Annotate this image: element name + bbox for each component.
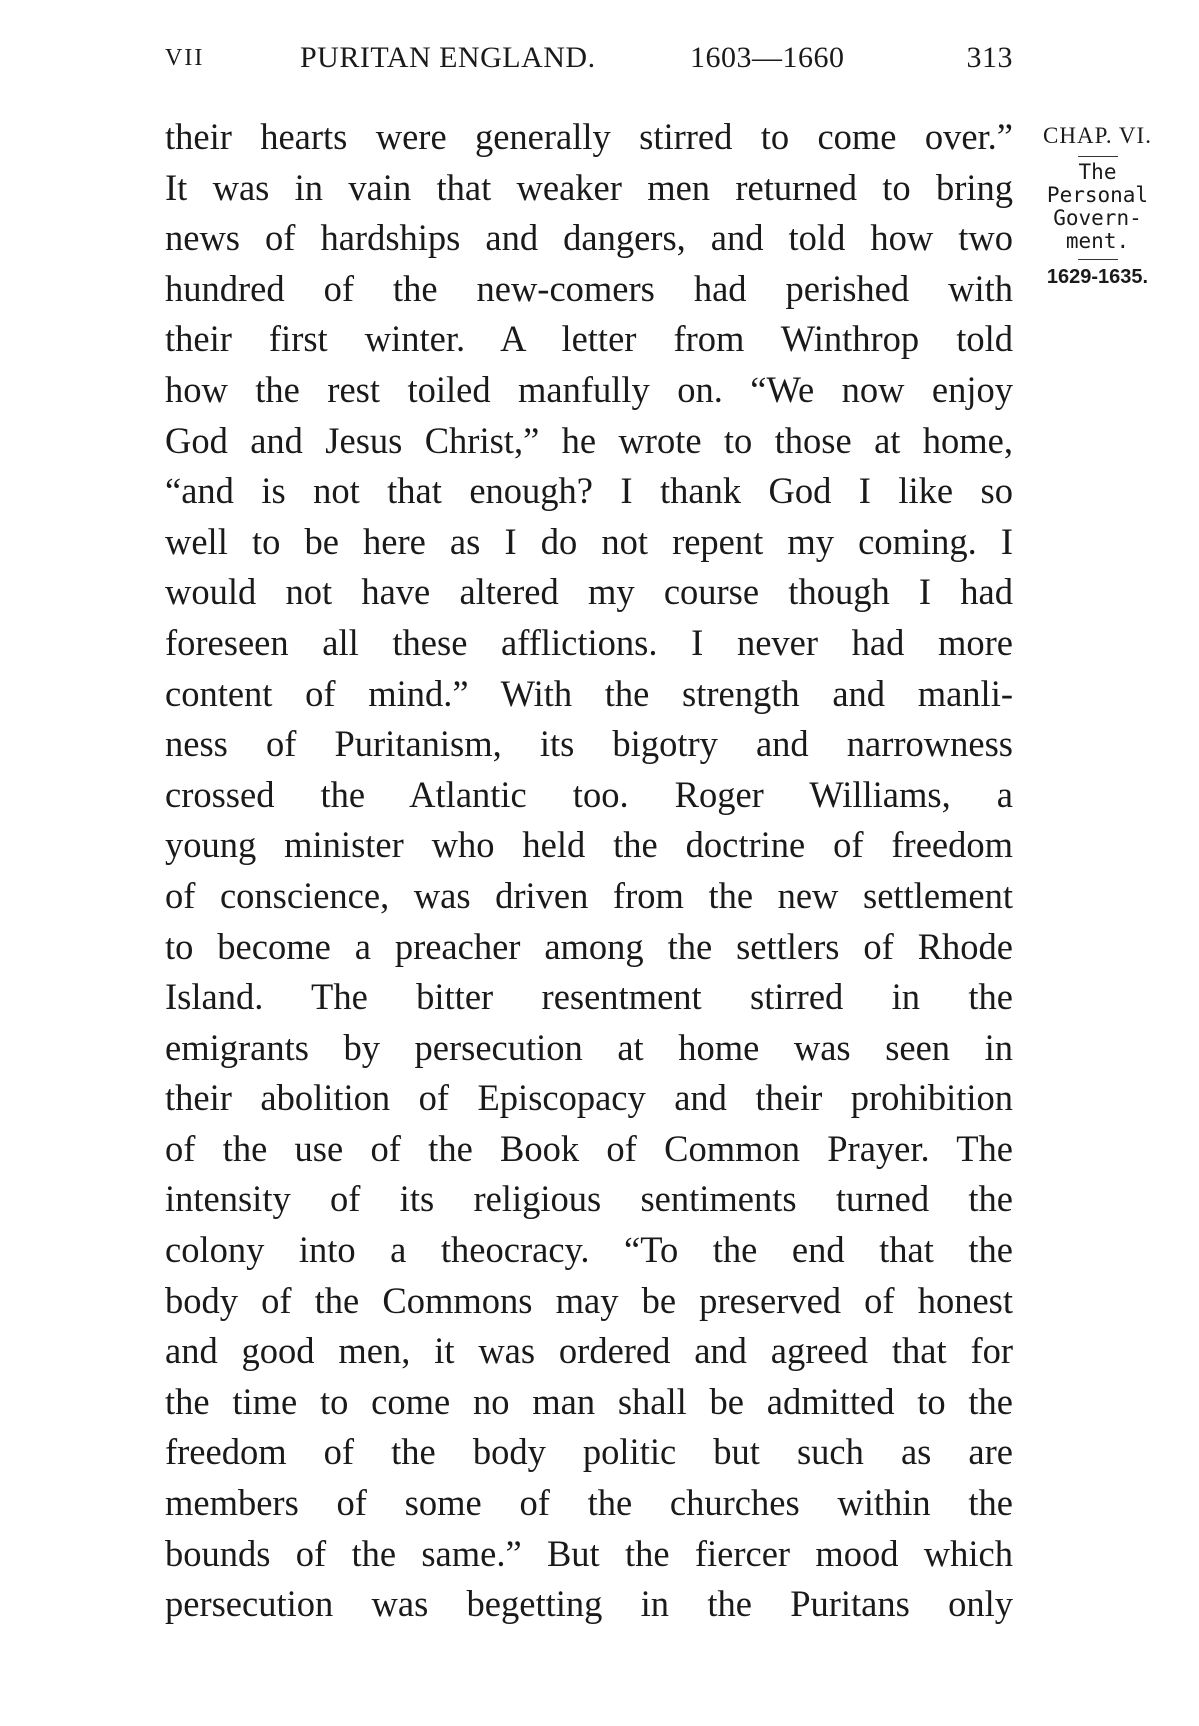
text-line: crossed the Atlantic too. Roger Williams, a: [165, 773, 1013, 815]
text-line: how the rest toiled manfully on. “We now enjoy: [165, 368, 1013, 410]
margin-note-topic-line: Personal: [1046, 183, 1149, 207]
text-line: God and Jesus Christ,” he wrote to those at home,: [165, 419, 1013, 461]
text-line: news of hardships and dangers, and told how two: [165, 217, 1013, 259]
text-line: and good men, it was ordered and agreed that for: [165, 1330, 1013, 1372]
text-line: persecution was begetting in the Puritans only: [165, 1583, 1013, 1625]
text-line: bounds of the same.” But the fiercer mood which: [165, 1532, 1013, 1574]
margin-note-topic-line: Govern-: [1053, 206, 1142, 230]
text-line: their first winter. A letter from Winthrop told: [165, 318, 1013, 360]
text-line: intensity of its religious sentiments turned the: [165, 1178, 1013, 1220]
text-line: members of some of the churches within the: [165, 1482, 1013, 1524]
text-line: Island. The bitter resentment stirred in the: [165, 976, 1013, 1018]
text-line: their hearts were generally stirred to come over.”: [165, 116, 1013, 157]
running-head-dates: 1603—1660: [690, 41, 845, 74]
text-line: foreseen all these afflictions. I never had more: [165, 621, 1013, 663]
margin-note-topic-line: The: [1078, 160, 1117, 184]
text-line: well to be here as I do not repent my coming. I: [165, 520, 1013, 562]
text-line: hundred of the new-comers had perished with: [165, 267, 1013, 309]
margin-note-dates: 1629-1635.: [1046, 266, 1149, 288]
running-head: [165, 38, 1013, 78]
text-line: colony into a theocracy. “To the end that the: [165, 1229, 1013, 1271]
text-line: content of mind.” With the strength and manli-: [165, 672, 1013, 714]
text-line: freedom of the body politic but such as are: [165, 1431, 1013, 1473]
margin-note: [1030, 122, 1165, 290]
running-head-title: PURITAN ENGLAND.: [300, 41, 596, 74]
text-line: emigrants by persecution at home was seen in: [165, 1026, 1013, 1068]
margin-note-rule: [1078, 259, 1118, 260]
margin-note-rule: [1078, 156, 1118, 157]
page-number: 313: [966, 41, 1013, 74]
text-line: of the use of the Book of Common Prayer. The: [165, 1127, 1013, 1169]
text-line: It was in vain that weaker men returned to bring: [165, 166, 1013, 208]
text-line: young minister who held the doctrine of freedom: [165, 824, 1013, 866]
text-line: of conscience, was driven from the new settlement: [165, 874, 1013, 916]
margin-note-topic-line: ment.: [1065, 229, 1130, 253]
text-line: to become a preacher among the settlers of Rhode: [165, 925, 1013, 967]
text-line: body of the Commons may be preserved of honest: [165, 1279, 1013, 1321]
margin-note-topic: [1030, 161, 1165, 253]
text-line: ness of Puritanism, its bigotry and narrowness: [165, 723, 1013, 765]
running-head-chapter: VII: [165, 45, 205, 71]
margin-note-chapter: CHAP. VI.: [1043, 123, 1152, 148]
text-line: the time to come no man shall be admitted to the: [165, 1380, 1013, 1422]
text-line: would not have altered my course though I had: [165, 571, 1013, 613]
body-text: [165, 112, 1013, 1630]
text-line: their abolition of Episcopacy and their prohibition: [165, 1077, 1013, 1119]
text-line: “and is not that enough? I thank God I like so: [165, 470, 1013, 512]
